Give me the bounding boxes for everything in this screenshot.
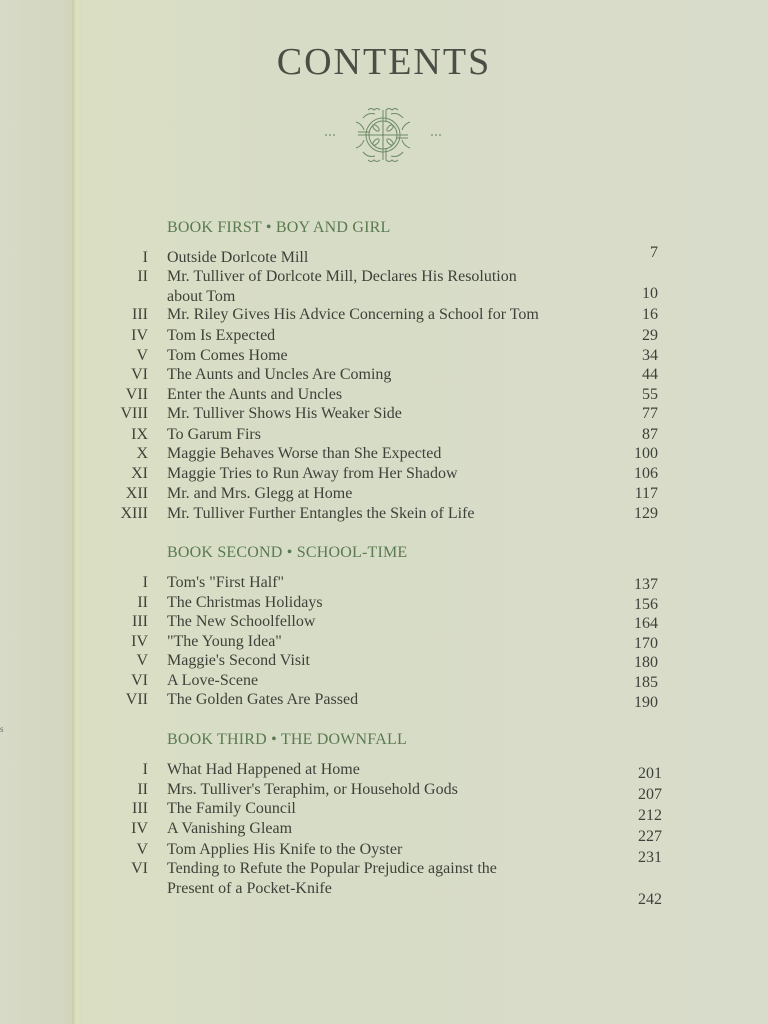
toc-entry[interactable] (0, 405, 768, 425)
toc-entry[interactable] (0, 691, 768, 711)
page-number: 44 (642, 366, 658, 383)
chapter-title: The Christmas Holidays (167, 594, 323, 611)
toc-entry[interactable] (0, 652, 768, 672)
chapter-number: I (142, 574, 148, 591)
toc-entry[interactable] (0, 574, 768, 594)
chapter-title: Tom Comes Home (167, 347, 288, 364)
chapter-title-continuation: Present of a Pocket-Knife (167, 880, 332, 897)
page-number: 29 (642, 327, 658, 344)
page-number: 242 (638, 891, 662, 908)
chapter-number: III (132, 800, 148, 817)
chapter-number: XIII (120, 505, 148, 522)
chapter-title: Mr. Tulliver of Dorlcote Mill, Declares His Resolution (167, 268, 517, 285)
chapter-number: VI (131, 366, 148, 383)
chapter-title: A Vanishing Gleam (167, 820, 293, 837)
chapter-title: Tom Is Expected (167, 327, 276, 344)
chapter-title: Maggie Behaves Worse than She Expected (167, 445, 442, 462)
chapter-title: Tom Applies His Knife to the Oyster (167, 841, 403, 858)
toc-entry[interactable] (0, 445, 768, 465)
toc-entry[interactable] (0, 306, 768, 326)
page-number: 180 (634, 654, 658, 671)
chapter-number: VII (125, 691, 148, 708)
toc-entry[interactable] (0, 347, 768, 367)
chapter-title: Outside Dorlcote Mill (167, 249, 309, 266)
page-number: 164 (634, 615, 658, 632)
page-number: 87 (642, 426, 658, 443)
left-page-fragment: s (0, 724, 4, 734)
chapter-number: VII (125, 386, 148, 403)
toc-entry[interactable] (0, 800, 768, 824)
chapter-title: "The Young Idea" (167, 633, 282, 650)
page-number: 106 (634, 465, 658, 482)
toc-entry[interactable] (0, 860, 768, 880)
page-number: 34 (642, 347, 658, 364)
toc-entry[interactable] (0, 781, 768, 801)
page-number: 100 (634, 445, 658, 462)
page-number: 7 (650, 244, 658, 261)
page-number: 10 (642, 285, 658, 302)
toc-entry[interactable] (0, 386, 768, 406)
chapter-number: II (137, 268, 148, 285)
chapter-title: Tending to Refute the Popular Prejudice against the (167, 860, 497, 877)
chapter-number: X (136, 445, 148, 462)
chapter-number: VI (131, 860, 148, 877)
toc-entry[interactable] (0, 761, 768, 781)
page-number: 231 (638, 849, 662, 866)
page-number: 117 (634, 485, 658, 502)
page-number: 170 (634, 635, 658, 652)
page-number: 185 (634, 674, 658, 691)
chapter-number: IX (131, 426, 148, 443)
page-number: 77 (642, 405, 658, 422)
chapter-title: Maggie Tries to Run Away from Her Shadow (167, 465, 458, 482)
chapter-title: The Golden Gates Are Passed (167, 691, 359, 708)
chapter-number: VIII (120, 405, 148, 422)
toc-entry[interactable] (0, 426, 768, 446)
page-number: 207 (638, 786, 662, 803)
chapter-number: IV (131, 327, 148, 344)
chapter-title: Maggie's Second Visit (167, 652, 310, 669)
toc-entry[interactable] (0, 505, 768, 525)
chapter-number: V (136, 652, 148, 669)
section-heading-book-second: BOOK SECOND • SCHOOL-TIME (167, 544, 408, 561)
chapter-number: V (136, 347, 148, 364)
floral-compass-ornament-icon (318, 100, 448, 170)
chapter-number: III (132, 613, 148, 630)
chapter-title-continuation: about Tom (167, 288, 236, 305)
toc-entry[interactable] (0, 820, 768, 845)
chapter-title: To Garum Firs (167, 426, 261, 443)
chapter-title: What Had Happened at Home (167, 761, 360, 778)
chapter-title: The New Schoolfellow (167, 613, 316, 630)
chapter-title: The Aunts and Uncles Are Coming (167, 366, 392, 383)
page-number: 212 (638, 807, 662, 824)
chapter-number: V (136, 841, 148, 858)
section-heading-book-first: BOOK FIRST • BOY AND GIRL (167, 219, 391, 236)
page-number: 129 (634, 505, 658, 522)
toc-entry[interactable] (0, 633, 768, 653)
toc-entry[interactable] (0, 613, 768, 633)
chapter-number: I (142, 249, 148, 266)
toc-entry-continuation[interactable] (0, 880, 768, 908)
chapter-title: Mr. Tulliver Shows His Weaker Side (167, 405, 402, 422)
chapter-number: VI (131, 672, 148, 689)
page-number: 227 (638, 828, 662, 845)
page-number: 156 (634, 596, 658, 613)
chapter-number: II (137, 594, 148, 611)
chapter-number: III (132, 306, 148, 323)
chapter-number: XI (131, 465, 148, 482)
chapter-number: IV (131, 633, 148, 650)
page-number: 201 (638, 765, 662, 782)
chapter-title: Mr. Riley Gives His Advice Concerning a School for Tom (167, 306, 539, 323)
toc-entry[interactable] (0, 327, 768, 347)
chapter-number: XII (125, 485, 148, 502)
toc-entry[interactable] (0, 366, 768, 386)
toc-entry[interactable] (0, 244, 768, 269)
chapter-number: I (142, 761, 148, 778)
toc-entry[interactable] (0, 672, 768, 692)
page-number: 16 (642, 306, 658, 323)
chapter-title: Mrs. Tulliver's Teraphim, or Household Gods (167, 781, 458, 798)
toc-entry-continuation[interactable] (0, 285, 768, 308)
chapter-number: II (137, 781, 148, 798)
toc-entry[interactable] (0, 465, 768, 485)
page-number: 137 (634, 576, 658, 593)
toc-entry[interactable] (0, 485, 768, 505)
toc-entry[interactable] (0, 594, 768, 614)
chapter-title: Mr. and Mrs. Glegg at Home (167, 485, 353, 502)
section-heading-book-third: BOOK THIRD • THE DOWNFALL (167, 731, 407, 748)
page-number: 190 (634, 694, 658, 711)
toc-entry[interactable] (0, 841, 768, 866)
chapter-title: Enter the Aunts and Uncles (167, 386, 343, 403)
chapter-title: Tom's "First Half" (167, 574, 285, 591)
chapter-title: The Family Council (167, 800, 296, 817)
page-number: 55 (642, 386, 658, 403)
chapter-title: Mr. Tulliver Further Entangles the Skein of Life (167, 505, 475, 522)
chapter-number: IV (131, 820, 148, 837)
chapter-title: A Love-Scene (167, 672, 259, 689)
page-title: CONTENTS (276, 41, 492, 83)
